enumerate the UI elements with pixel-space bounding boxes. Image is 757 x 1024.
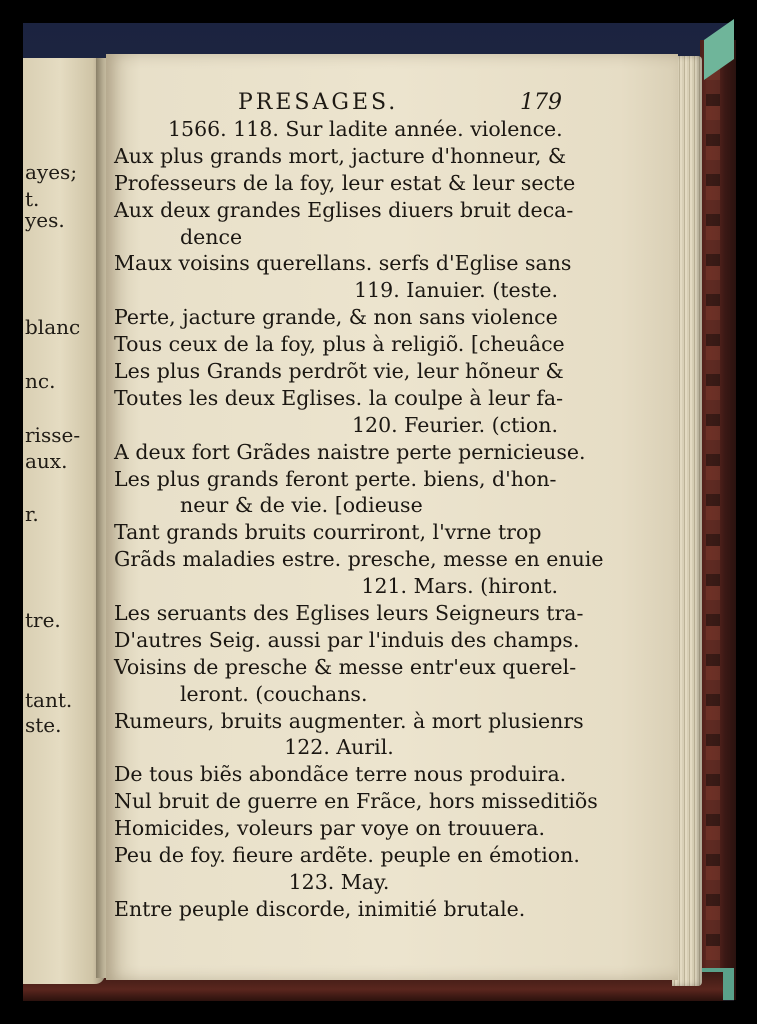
- text-line: Tant grands bruits courriront, l'vrne trop: [114, 520, 542, 545]
- text-line: Les plus grands feront perte. biens, d'hon-: [114, 466, 557, 491]
- text-line: Perte, jacture grande, & non sans violence: [114, 305, 558, 330]
- text-line: 1566. 118. Sur ladite année. violence.: [168, 117, 563, 141]
- text-line: Aux deux grandes Eglises diuers bruit deca-: [114, 197, 574, 222]
- text-line: neur & de vie. [odieuse: [180, 493, 423, 518]
- text-line: De tous biẽs abondãce terre nous produira.: [114, 762, 567, 787]
- book-cover-edge: [700, 40, 736, 1000]
- text-line: leront. (couchans.: [180, 681, 368, 706]
- text-line: Aux plus grands mort, jacture d'honneur, &: [114, 143, 567, 168]
- text-line: Professeurs de la foy, leur estat & leur secte: [114, 170, 576, 195]
- text-line: Rumeurs, bruits augmenter. à mort plusienrs: [114, 708, 584, 733]
- section-heading: 121. Mars. (hiront.: [361, 574, 558, 599]
- text-line: Voisins de presche & messe entr'eux querel-: [114, 654, 577, 679]
- left-fragment: aux.: [25, 449, 68, 473]
- text-line: D'autres Seig. aussi par l'induis des champs.: [114, 627, 580, 652]
- text-line: Homicides, voleurs par voye on trouuera.: [114, 816, 546, 841]
- left-fragment: nc.: [25, 369, 56, 393]
- text-line: Les plus Grands perdrõt vie, leur hõneur &: [114, 359, 564, 384]
- text-line: Toutes les deux Eglises. la coulpe à leur fa-: [114, 385, 564, 410]
- left-fragment: ayes;: [25, 160, 78, 184]
- left-fragment: blanc: [25, 315, 81, 339]
- text-line: Tous ceux de la foy, plus à religiõ. [cheuâce: [114, 332, 565, 357]
- text-line: Maux voisins querellans. serfs d'Eglise sans: [114, 251, 572, 276]
- text-line: Grãds maladies estre. presche, messe en enuie: [114, 547, 604, 572]
- section-heading: 119. Ianuier. (teste.: [354, 278, 558, 303]
- text-line: Les seruants des Eglises leurs Seigneurs tra-: [114, 601, 584, 626]
- section-heading: 122. Auril.: [284, 735, 394, 760]
- page-header: [106, 90, 666, 118]
- left-fragment: tre.: [25, 608, 61, 632]
- section-heading: 120. Feurier. (ction.: [351, 412, 558, 437]
- section-heading: 123. May.: [288, 869, 390, 894]
- right-page: [106, 54, 678, 980]
- page-number: 179: [520, 90, 562, 115]
- text-line: A deux fort Grãdes naistre perte pernicieuse.: [114, 439, 586, 464]
- text-line: Nul bruit de guerre en Frãce, hors misseditiõs: [114, 789, 598, 814]
- left-fragment: r.: [25, 502, 39, 526]
- left-fragment: t.: [25, 187, 40, 211]
- left-fragment: ste.: [25, 713, 62, 737]
- left-fragment: risse-: [25, 423, 81, 447]
- text-line: Peu de foy. fieure ardẽte. peuple en émotion.: [114, 843, 580, 868]
- left-page: [23, 58, 105, 984]
- marbled-cover: [706, 40, 720, 1000]
- text-block: [114, 116, 604, 923]
- left-fragment: yes.: [25, 208, 65, 232]
- left-fragment: tant.: [25, 688, 73, 712]
- text-line: Entre peuple discorde, inimitié brutale.: [114, 896, 526, 921]
- text-line: dence: [180, 224, 243, 249]
- running-head: PRESAGES.: [238, 90, 399, 115]
